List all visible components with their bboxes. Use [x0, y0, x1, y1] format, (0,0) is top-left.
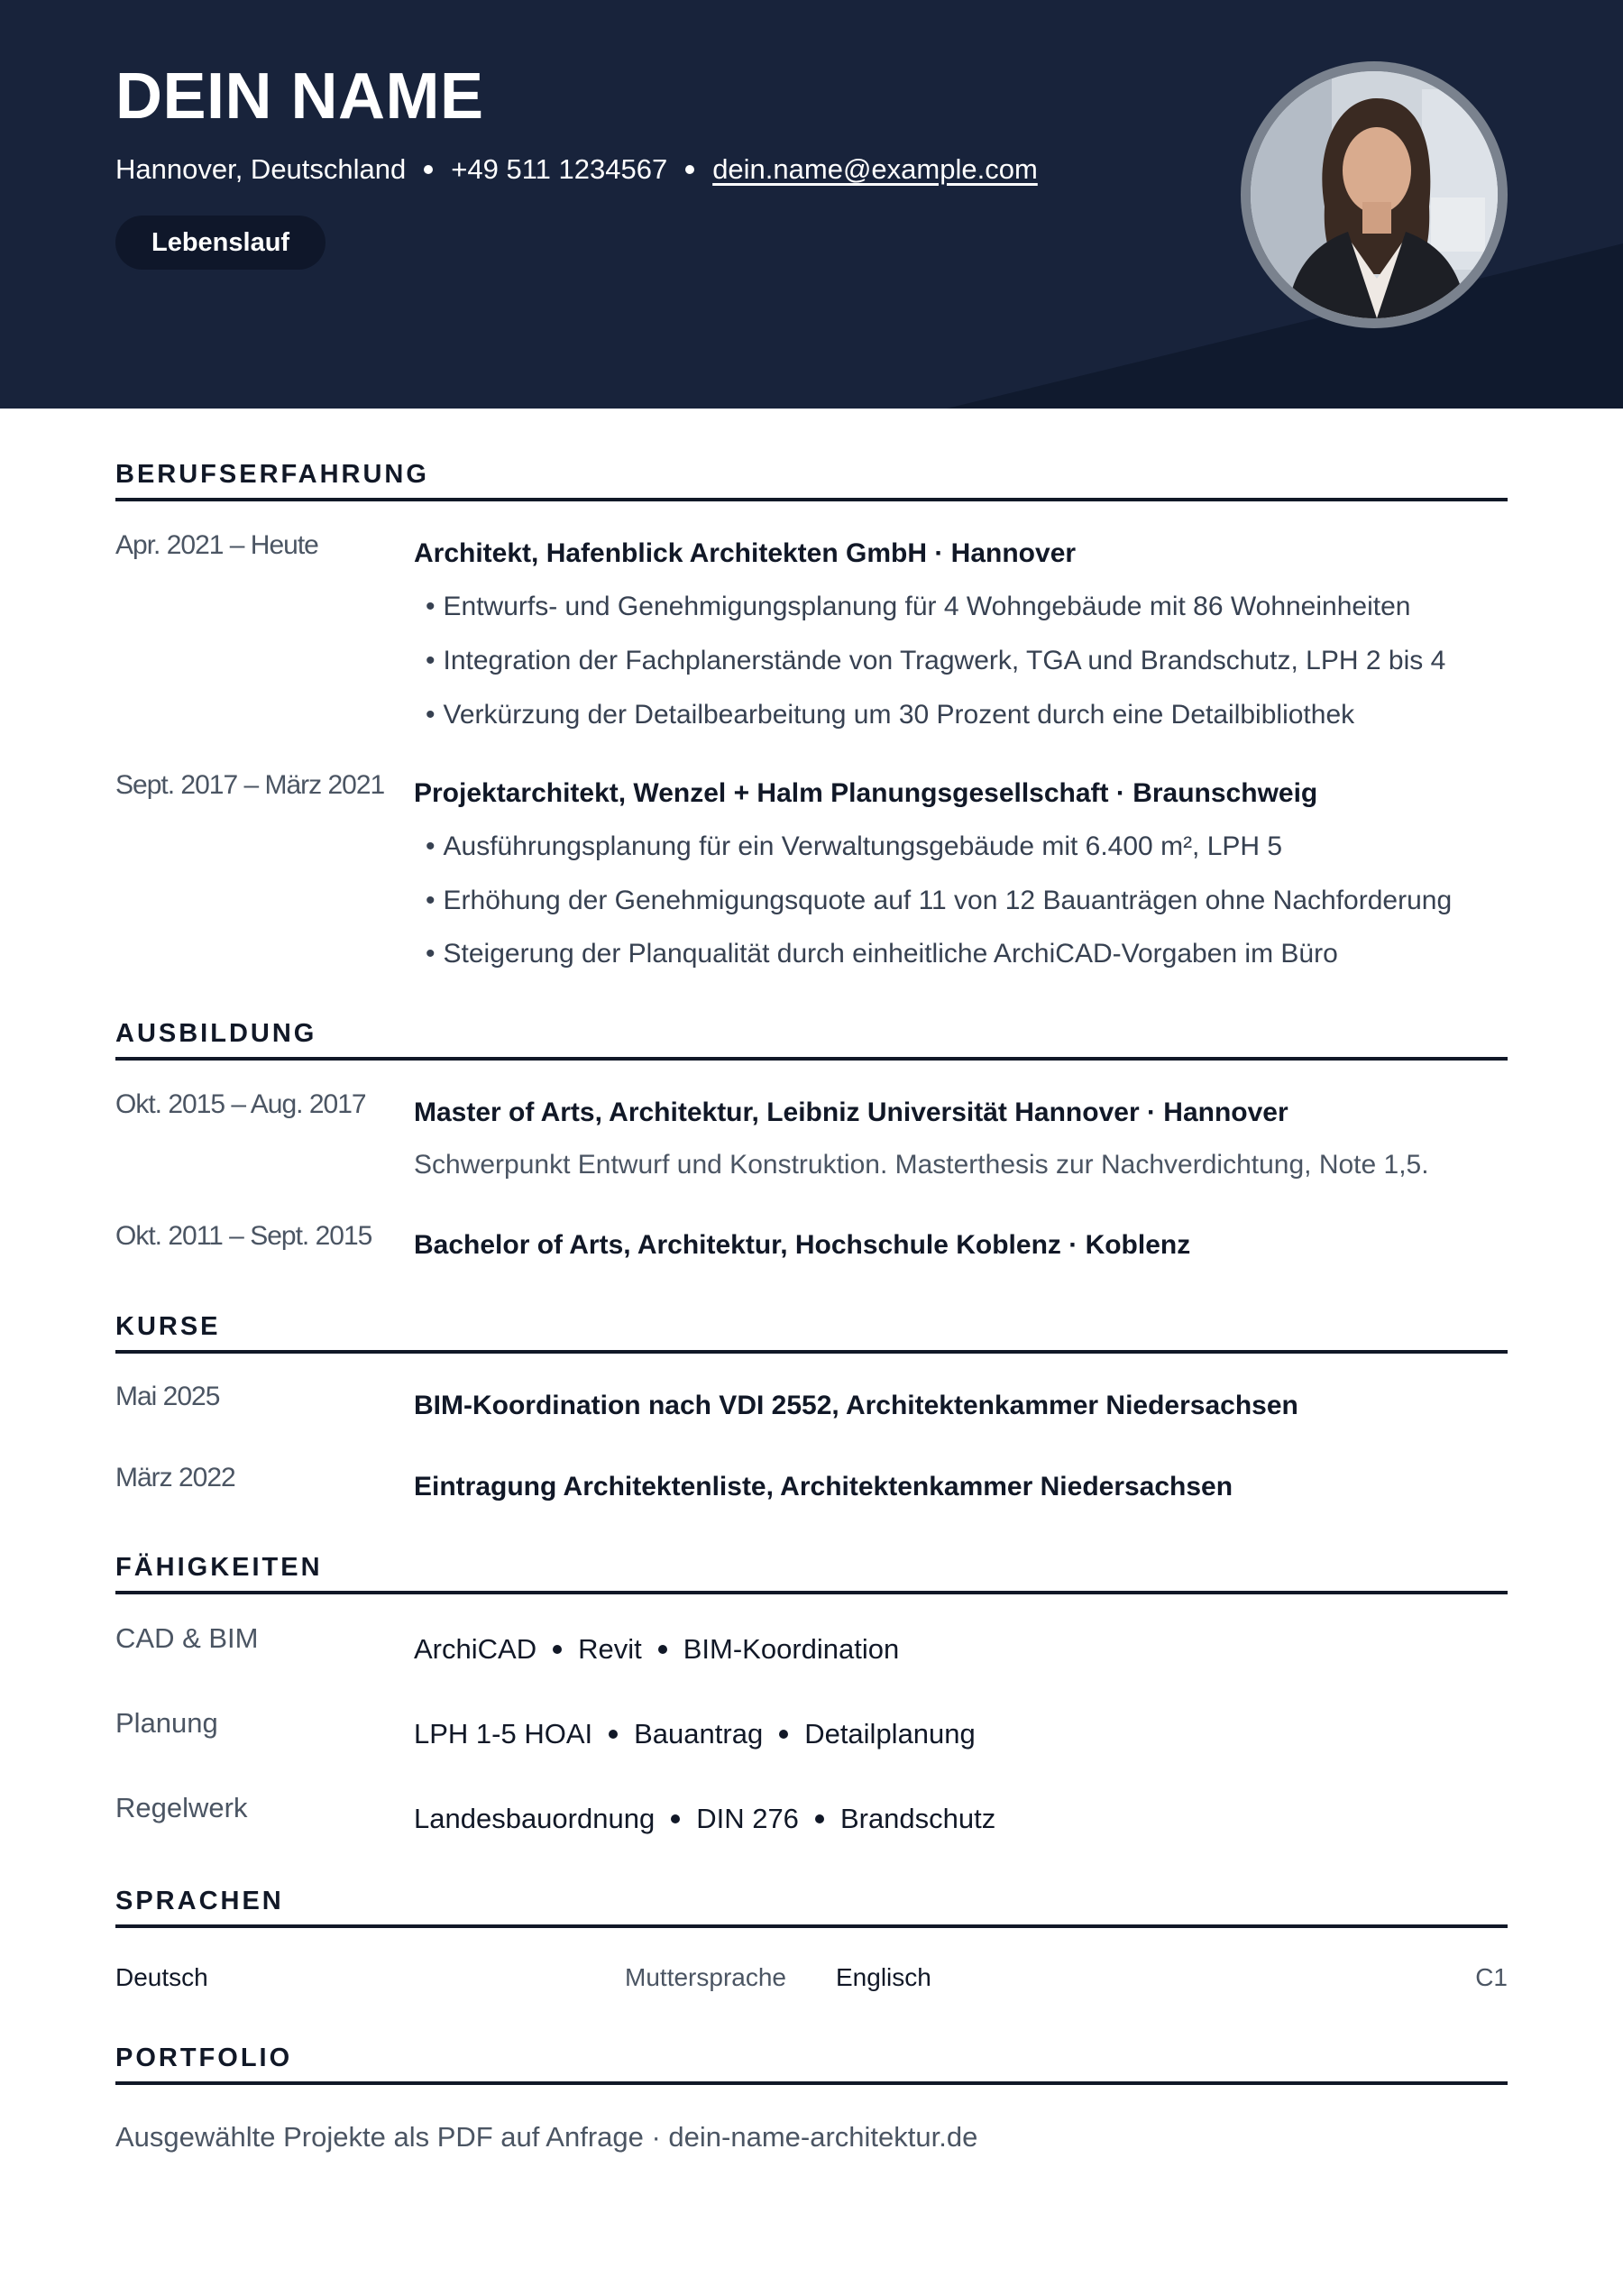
- skill-item: Brandschutz: [839, 1803, 996, 1834]
- experience-date: Apr. 2021 – Heute: [115, 530, 318, 560]
- education-degree: Master of Arts, Architektur, Leibniz Universität Hannover · Hannover: [414, 1097, 1288, 1127]
- separator-dot-icon: [553, 1645, 562, 1654]
- separator-dot-icon: [685, 165, 694, 174]
- skill-item: Landesbauordnung: [414, 1803, 656, 1834]
- language-name: Deutsch: [115, 1963, 208, 1991]
- experience-role: Architekt, Hafenblick Architekten GmbH · Hannover: [414, 538, 1077, 568]
- education-date: Okt. 2015 – Aug. 2017: [115, 1089, 366, 1119]
- skill-list: [414, 1717, 976, 1751]
- profile-photo-image: [1251, 71, 1498, 318]
- location-text: Hannover, Deutschland: [115, 153, 407, 185]
- language-level: C1: [1475, 1963, 1508, 1991]
- section-divider: [115, 1591, 1508, 1594]
- cv-header: [0, 0, 1623, 409]
- section-divider: [115, 1350, 1508, 1354]
- experience-bullet: • Verkürzung der Detailbearbeitung um 30 Prozent durch eine Detailbibliothek: [426, 698, 1354, 732]
- experience-bullet: • Erhöhung der Genehmigungsquote auf 11 von 12 Bauanträgen ohne Nachforderung: [426, 884, 1452, 918]
- section-divider: [115, 1057, 1508, 1061]
- section-title-education: AUSBILDUNG: [115, 1019, 317, 1048]
- experience-bullet: • Steigerung der Planqualität durch einheitliche ArchiCAD-Vorgaben im Büro: [426, 937, 1338, 971]
- education-section: [115, 1017, 1508, 1050]
- skills-section: [115, 1551, 1508, 1584]
- skill-item: ArchiCAD: [414, 1633, 537, 1665]
- experience-date: Sept. 2017 – März 2021: [115, 770, 385, 800]
- skill-item: Bauantrag: [634, 1718, 764, 1750]
- skill-category-label: CAD & BIM: [115, 1622, 259, 1654]
- section-title-courses: KURSE: [115, 1312, 221, 1341]
- skill-item: Revit: [578, 1633, 642, 1665]
- experience-role: Projektarchitekt, Wenzel + Halm Planungsgesellschaft · Braunschweig: [414, 778, 1318, 808]
- course-title: Eintragung Architektenliste, Architektenkammer Niedersachsen: [414, 1472, 1233, 1502]
- portrait-illustration: [1251, 71, 1498, 318]
- portfolio-section: [115, 2042, 1508, 2074]
- experience-bullet: • Integration der Fachplanerstände von Tragwerk, TGA und Brandschutz, LPH 2 bis 4: [426, 644, 1445, 678]
- experience-bullet: • Ausführungsplanung für ein Verwaltungsgebäude mit 6.400 m², LPH 5: [426, 830, 1282, 864]
- skill-category-label: Regelwerk: [115, 1792, 248, 1823]
- skill-list: [414, 1802, 995, 1836]
- education-description: Schwerpunkt Entwurf und Konstruktion. Masterthesis zur Nachverdichtung, Note 1,5.: [414, 1150, 1429, 1180]
- course-date: Mai 2025: [115, 1382, 220, 1411]
- languages-section: [115, 1885, 1508, 1917]
- section-divider: [115, 2081, 1508, 2085]
- separator-dot-icon: [815, 1814, 824, 1823]
- education-date: Okt. 2011 – Sept. 2015: [115, 1221, 372, 1251]
- section-title-skills: FÄHIGKEITEN: [115, 1553, 323, 1582]
- person-name: DEIN NAME: [115, 60, 484, 133]
- profile-photo: [1241, 61, 1508, 328]
- experience-section: [115, 458, 1508, 491]
- document-type-badge: Lebenslauf: [115, 216, 326, 270]
- skill-item: BIM-Koordination: [683, 1633, 900, 1665]
- separator-dot-icon: [658, 1645, 667, 1654]
- course-date: März 2022: [115, 1463, 235, 1492]
- separator-dot-icon: [424, 165, 433, 174]
- separator-dot-icon: [779, 1730, 788, 1739]
- language-name: Englisch: [836, 1963, 931, 1991]
- skill-category-label: Planung: [115, 1707, 218, 1739]
- language-level: Muttersprache: [625, 1963, 786, 1991]
- section-divider: [115, 498, 1508, 501]
- section-title-experience: BERUFSERFAHRUNG: [115, 460, 429, 489]
- section-divider: [115, 1924, 1508, 1928]
- separator-dot-icon: [609, 1730, 618, 1739]
- skill-item: DIN 276: [696, 1803, 799, 1834]
- separator-dot-icon: [671, 1814, 680, 1823]
- phone-text[interactable]: +49 511 1234567: [451, 153, 668, 185]
- education-degree: Bachelor of Arts, Architektur, Hochschule Koblenz · Koblenz: [414, 1230, 1191, 1260]
- portfolio-text: Ausgewählte Projekte als PDF auf Anfrage · dein-name-architektur.de: [115, 2121, 978, 2153]
- courses-section: [115, 1310, 1508, 1343]
- experience-bullet: • Entwurfs- und Genehmigungsplanung für 4 Wohngebäude mit 86 Wohneinheiten: [426, 590, 1410, 624]
- email-link[interactable]: dein.name@example.com: [712, 153, 1038, 185]
- contact-line: [115, 152, 1038, 188]
- skill-item: LPH 1-5 HOAI: [414, 1718, 593, 1750]
- skill-list: [414, 1632, 899, 1667]
- section-title-languages: SPRACHEN: [115, 1887, 284, 1915]
- skill-item: Detailplanung: [804, 1718, 976, 1750]
- section-title-portfolio: PORTFOLIO: [115, 2043, 293, 2072]
- course-title: BIM-Koordination nach VDI 2552, Architektenkammer Niedersachsen: [414, 1391, 1298, 1420]
